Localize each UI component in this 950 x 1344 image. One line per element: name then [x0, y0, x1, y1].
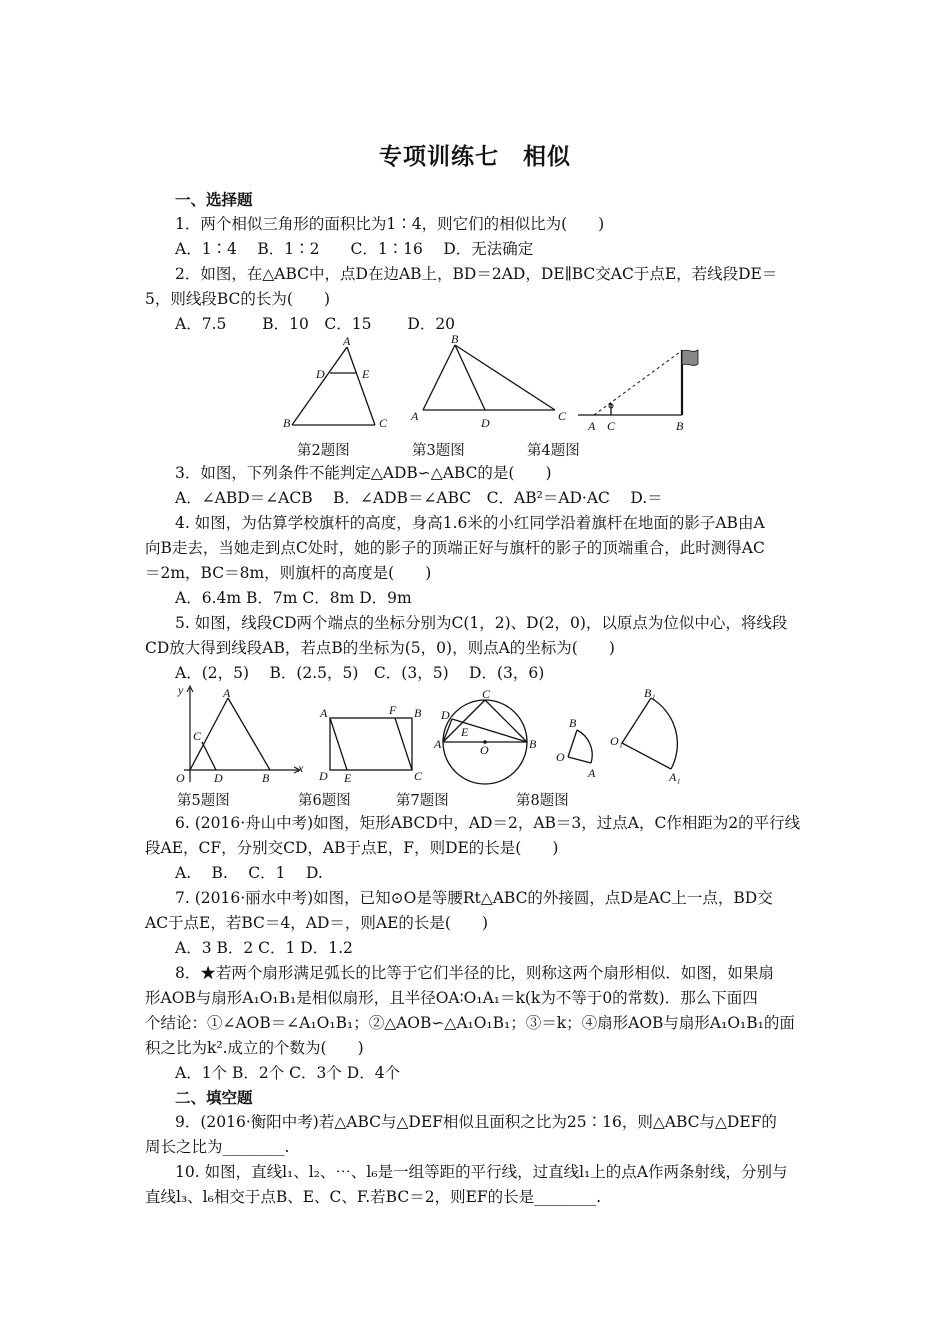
question-1: 1．两个相似三角形的面积比为1∶4，则它们的相似比为( ) — [175, 215, 605, 233]
question-7-line-1: 7. (2016·丽水中考)如图，已知⊙O是等腰Rt△ABC的外接圆，点D是AC上一点，BD交 — [175, 889, 773, 907]
fig7-label-c: C — [482, 687, 491, 701]
section-heading-fill: 二、填空题 — [175, 1088, 253, 1107]
figure-7 — [432, 686, 547, 786]
question-5-options: A．(2，5) B．(2.5，5) C．(3，5) D．(3，6) — [175, 664, 545, 682]
fig4-label-b: B — [676, 419, 684, 433]
question-7-options: A．3 B．2 C．1 D．1.2 — [175, 939, 353, 957]
question-6-line-1: 6. (2016·舟山中考)如图，矩形ABCD中，AD＝2，AB＝3，过点A，C作相距为2的平行线 — [175, 814, 801, 832]
caption-fig4: 第4题图 — [527, 443, 580, 459]
question-8-line-1: 8．★若两个扇形满足弧长的比等于它们半径的比，则称这两个扇形相似．如图，如果扇 — [175, 964, 774, 982]
fig3-label-b: B — [451, 332, 459, 346]
fig3-label-c: C — [558, 409, 567, 423]
fig2-label-b: B — [283, 416, 291, 430]
fig8-label-o1: O₁ — [610, 734, 623, 748]
fig8-label-a: A — [588, 766, 596, 780]
fig4-sight-line — [594, 352, 680, 415]
figure-2 — [280, 335, 400, 435]
fig8-small-radius-oa — [568, 757, 591, 763]
fig5-label-o: O — [176, 771, 185, 785]
fig5-label-a: A — [223, 686, 231, 700]
fig8-small-radius-ob — [568, 730, 577, 757]
fig8-label-b: B — [569, 716, 577, 730]
figure-4 — [578, 345, 708, 435]
fig4-label-c: C — [607, 419, 616, 433]
fig3-label-a: A — [411, 409, 419, 423]
question-3-options: A．∠ABD＝∠ACB B．∠ADB＝∠ABC C．AB²＝AD·AC D.＝ — [175, 489, 663, 507]
question-8-line-3: 个结论：①∠AOB＝∠A₁O₁B₁；②△AOB∽△A₁O₁B₁；③＝k；④扇形AOB与扇形A₁O₁B₁的面 — [145, 1014, 795, 1032]
fig5-label-x: x — [298, 761, 304, 775]
figure-6 — [315, 700, 425, 785]
fig5-label-y: y — [178, 683, 184, 697]
question-8-line-4: 积之比为k².成立的个数为( ) — [145, 1039, 364, 1057]
page-title: 专项训练七 相似 — [379, 143, 571, 170]
fig7-label-b: B — [529, 737, 537, 751]
fig8-large-radius-o1b1 — [622, 698, 651, 743]
fig6-rectangle — [330, 718, 412, 770]
caption-fig8: 第8题图 — [516, 793, 569, 809]
figure-3 — [405, 330, 575, 435]
fig7-label-o: O — [480, 743, 489, 757]
question-4-line-2: 向B走去，当她走到点C处时，她的影子的顶端正好与旗杆的影子的顶端重合，此时测得AC — [145, 539, 765, 557]
fig2-side-ac — [347, 347, 375, 425]
question-6-line-2: 段AE，CF，分别交CD，AB于点E，F，则DE的长是( ) — [145, 839, 559, 857]
fig5-segment-cd — [202, 742, 216, 770]
fig7-label-d: D — [441, 708, 450, 722]
question-10-line-2: 直线l₃、l₆相交于点B、E、C、F.若BC＝2，则EF的长是________. — [145, 1188, 602, 1206]
caption-fig2: 第2题图 — [297, 443, 350, 459]
question-4-line-3: ＝2m，BC＝8m，则旗杆的高度是( ) — [145, 564, 432, 582]
fig2-label-d: D — [316, 367, 325, 381]
section-heading-choice: 一、选择题 — [175, 190, 253, 209]
question-2-line-1: 2．如图，在△ABC中，点D在边AB上，BD＝2AD，DE∥BC交AC于点E，若线段DE＝ — [175, 265, 778, 283]
figure-8 — [555, 685, 700, 785]
fig6-label-a: A — [320, 706, 328, 720]
question-9-line-1: 9．(2016·衡阳中考)若△ABC与△DEF相似且面积之比为25∶16，则△ABC与△DEF的 — [175, 1113, 777, 1131]
question-2-options: A．7.5 B．10 C．15 D．20 — [175, 315, 456, 333]
question-7-line-2: AC于点E，若BC＝4，AD＝，则AE的长是( ) — [145, 914, 488, 932]
question-5-line-1: 5. 如图，线段CD两个端点的坐标分别为C(1，2)、D(2，0)，以原点为位似中心，将线段 — [175, 614, 788, 632]
caption-fig7: 第7题图 — [396, 793, 449, 809]
question-4-line-1: 4. 如图，为估算学校旗杆的高度，身高1.6米的小红同学沿着旗杆在地面的影子AB由A — [175, 514, 765, 532]
fig8-label-a1: A₁ — [669, 770, 681, 784]
fig6-segment-ae — [330, 718, 347, 770]
question-10-line-1: 10. 如图，直线l₁、l₂、⋯、l₆是一组等距的平行线，过直线l₁上的点A作两条射线，分别与 — [175, 1163, 788, 1181]
figure-5 — [170, 682, 310, 787]
fig6-label-b: B — [414, 706, 422, 720]
fig3-label-d: D — [481, 416, 490, 430]
question-2-line-2: 5，则线段BC的长为( ) — [145, 290, 330, 308]
caption-fig3: 第3题图 — [412, 443, 465, 459]
fig7-label-a: A — [434, 737, 442, 751]
fig5-segment-ab — [228, 698, 270, 770]
question-9-line-2: 周长之比为________. — [145, 1138, 290, 1156]
fig6-label-d: D — [319, 769, 328, 783]
fig6-label-e: E — [344, 771, 352, 785]
fig8-label-o: O — [556, 750, 565, 764]
question-6-options: A. B. C．1 D. — [175, 864, 323, 882]
fig2-label-c: C — [379, 416, 388, 430]
fig2-label-a: A — [343, 334, 351, 348]
fig8-small-arc — [577, 730, 592, 763]
question-4-options: A．6.4m B．7m C．8m D．9m — [175, 589, 412, 607]
caption-fig5: 第5题图 — [177, 793, 230, 809]
question-3: 3．如图，下列条件不能判定△ADB∽△ABC的是( ) — [175, 464, 552, 482]
question-1-options: A．1∶4 B．1∶2 C．1∶16 D．无法确定 — [175, 240, 534, 258]
fig6-label-c: C — [414, 769, 423, 783]
fig7-label-e: E — [461, 725, 469, 739]
caption-fig6: 第6题图 — [298, 793, 351, 809]
question-5-line-2: CD放大得到线段AB，若点B的坐标为(5，0)，则点A的坐标为( ) — [145, 639, 615, 657]
fig6-segment-cf — [395, 718, 412, 770]
question-8-line-2: 形AOB与扇形A₁O₁B₁是相似扇形，且半径OA∶O₁A₁＝k(k为不等于0的常数)．那么下面四 — [145, 989, 758, 1007]
fig5-label-c: C — [193, 729, 202, 743]
fig4-label-a: A — [588, 419, 596, 433]
fig8-label-b1: B₁ — [644, 686, 656, 700]
fig2-side-ab — [292, 347, 347, 425]
fig5-label-b: B — [262, 771, 270, 785]
fig8-large-arc — [651, 698, 677, 769]
question-8-options: A．1个 B．2个 C．3个 D．4个 — [175, 1064, 401, 1082]
fig5-label-d: D — [214, 771, 223, 785]
fig2-label-e: E — [362, 367, 370, 381]
fig6-label-f: F — [389, 703, 397, 717]
fig8-large-radius-o1a1 — [622, 743, 671, 769]
fig3-side-ab — [423, 345, 455, 410]
fig4-flag — [682, 350, 698, 365]
